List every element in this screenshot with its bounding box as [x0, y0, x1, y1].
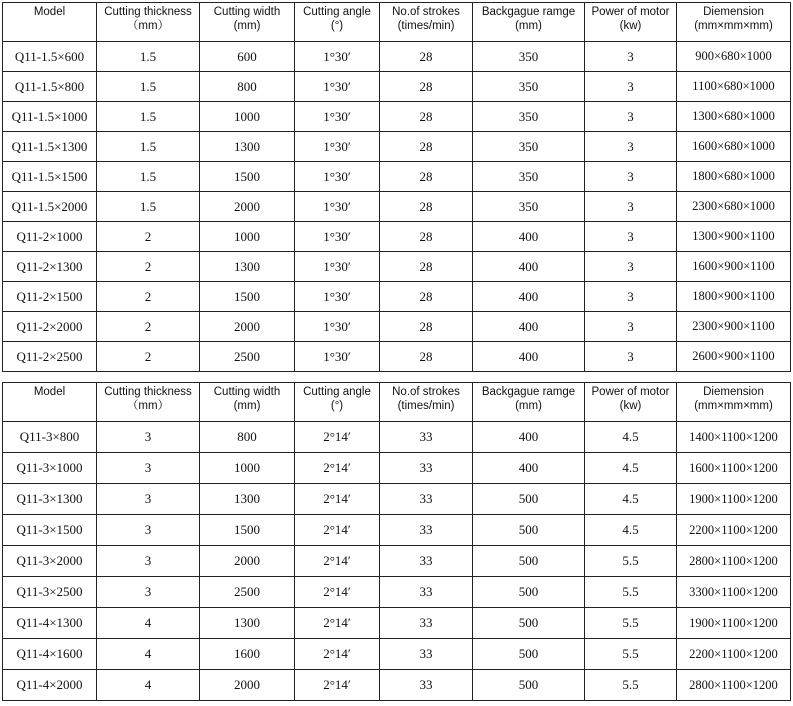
width-cell: 2000 [200, 192, 295, 222]
width-cell: 2000 [200, 670, 295, 701]
header-cutting-angle: Cutting angle (°) [295, 383, 380, 422]
power-cell: 3 [585, 102, 677, 132]
table-row [3, 546, 791, 577]
backgauge-cell: 350 [473, 192, 585, 222]
dimension-cell: 2800×1100×1200 [677, 670, 791, 701]
table-row [3, 222, 791, 252]
table-row [3, 422, 791, 453]
table-row [3, 282, 791, 312]
thickness-cell: 2 [97, 342, 200, 372]
header-model: Model [3, 3, 97, 42]
dimension-cell: 1600×1100×1200 [677, 453, 791, 484]
strokes-cell: 28 [380, 192, 473, 222]
table-row [3, 192, 791, 222]
header-cutting-width: Cutting width (mm) [200, 3, 295, 42]
model-cell: Q11-4×2000 [3, 670, 97, 701]
thickness-cell: 3 [97, 577, 200, 608]
dimension-cell: 1300×900×1100 [677, 222, 791, 252]
model-cell: Q11-3×2000 [3, 546, 97, 577]
backgauge-cell: 350 [473, 162, 585, 192]
angle-cell: 1°30′ [295, 222, 380, 252]
model-cell: Q11-3×1300 [3, 484, 97, 515]
power-cell: 5.5 [585, 608, 677, 639]
width-cell: 1300 [200, 484, 295, 515]
power-cell: 5.5 [585, 670, 677, 701]
table-row [3, 453, 791, 484]
table-row [3, 132, 791, 162]
table-row [3, 515, 791, 546]
model-cell: Q11-4×1300 [3, 608, 97, 639]
thickness-cell: 1.5 [97, 102, 200, 132]
model-cell: Q11-1.5×1500 [3, 162, 97, 192]
thickness-cell: 1.5 [97, 132, 200, 162]
thickness-cell: 3 [97, 546, 200, 577]
backgauge-cell: 500 [473, 577, 585, 608]
dimension-cell: 2200×1100×1200 [677, 515, 791, 546]
thickness-cell: 1.5 [97, 192, 200, 222]
angle-cell: 1°30′ [295, 42, 380, 72]
width-cell: 1000 [200, 453, 295, 484]
strokes-cell: 33 [380, 422, 473, 453]
table-row [3, 670, 791, 701]
model-cell: Q11-2×1500 [3, 282, 97, 312]
model-cell: Q11-4×1600 [3, 639, 97, 670]
dimension-cell: 900×680×1000 [677, 42, 791, 72]
header-backgauge: Backgague ramge (mm) [473, 3, 585, 42]
power-cell: 3 [585, 72, 677, 102]
backgauge-cell: 500 [473, 546, 585, 577]
header-dimension: Diemension (mm×mm×mm) [677, 3, 791, 42]
dimension-cell: 1900×1100×1200 [677, 608, 791, 639]
width-cell: 1500 [200, 282, 295, 312]
model-cell: Q11-3×1000 [3, 453, 97, 484]
thickness-cell: 2 [97, 312, 200, 342]
backgauge-cell: 400 [473, 222, 585, 252]
width-cell: 2500 [200, 577, 295, 608]
width-cell: 1500 [200, 515, 295, 546]
angle-cell: 2°14′ [295, 577, 380, 608]
strokes-cell: 33 [380, 515, 473, 546]
model-cell: Q11-2×2000 [3, 312, 97, 342]
model-cell: Q11-1.5×800 [3, 72, 97, 102]
dimension-cell: 1900×1100×1200 [677, 484, 791, 515]
header-row [3, 383, 791, 422]
width-cell: 1300 [200, 608, 295, 639]
model-cell: Q11-1.5×1000 [3, 102, 97, 132]
angle-cell: 2°14′ [295, 484, 380, 515]
header-dimension: Diemension (mm×mm×mm) [677, 383, 791, 422]
angle-cell: 2°14′ [295, 422, 380, 453]
strokes-cell: 28 [380, 342, 473, 372]
width-cell: 1300 [200, 132, 295, 162]
backgauge-cell: 500 [473, 608, 585, 639]
angle-cell: 2°14′ [295, 453, 380, 484]
angle-cell: 1°30′ [295, 282, 380, 312]
dimension-cell: 1800×900×1100 [677, 282, 791, 312]
width-cell: 800 [200, 422, 295, 453]
thickness-cell: 2 [97, 282, 200, 312]
power-cell: 5.5 [585, 577, 677, 608]
header-row [3, 3, 791, 42]
header-cutting-angle: Cutting angle (°) [295, 3, 380, 42]
angle-cell: 1°30′ [295, 312, 380, 342]
strokes-cell: 28 [380, 252, 473, 282]
backgauge-cell: 500 [473, 639, 585, 670]
angle-cell: 1°30′ [295, 72, 380, 102]
model-cell: Q11-3×1500 [3, 515, 97, 546]
header-cutting-thickness: Cutting thickness （mm） [97, 3, 200, 42]
model-cell: Q11-2×1000 [3, 222, 97, 252]
backgauge-cell: 350 [473, 42, 585, 72]
angle-cell: 1°30′ [295, 342, 380, 372]
angle-cell: 1°30′ [295, 102, 380, 132]
header-strokes: No.of strokes (times/min) [380, 3, 473, 42]
backgauge-cell: 400 [473, 282, 585, 312]
header-motor-power: Power of motor (kw) [585, 3, 677, 42]
dimension-cell: 3300×1100×1200 [677, 577, 791, 608]
model-cell: Q11-2×2500 [3, 342, 97, 372]
strokes-cell: 28 [380, 42, 473, 72]
table-row [3, 252, 791, 282]
table-row [3, 608, 791, 639]
angle-cell: 2°14′ [295, 670, 380, 701]
power-cell: 4.5 [585, 453, 677, 484]
strokes-cell: 28 [380, 132, 473, 162]
thickness-cell: 4 [97, 639, 200, 670]
width-cell: 800 [200, 72, 295, 102]
power-cell: 3 [585, 342, 677, 372]
angle-cell: 1°30′ [295, 192, 380, 222]
model-cell: Q11-3×800 [3, 422, 97, 453]
thickness-cell: 3 [97, 453, 200, 484]
thickness-cell: 1.5 [97, 72, 200, 102]
model-cell: Q11-2×1300 [3, 252, 97, 282]
backgauge-cell: 400 [473, 252, 585, 282]
strokes-cell: 33 [380, 670, 473, 701]
power-cell: 4.5 [585, 515, 677, 546]
dimension-cell: 1800×680×1000 [677, 162, 791, 192]
width-cell: 600 [200, 42, 295, 72]
dimension-cell: 1400×1100×1200 [677, 422, 791, 453]
width-cell: 1000 [200, 102, 295, 132]
angle-cell: 2°14′ [295, 515, 380, 546]
backgauge-cell: 350 [473, 72, 585, 102]
backgauge-cell: 500 [473, 670, 585, 701]
strokes-cell: 33 [380, 608, 473, 639]
power-cell: 5.5 [585, 639, 677, 670]
thickness-cell: 1.5 [97, 42, 200, 72]
thickness-cell: 3 [97, 515, 200, 546]
power-cell: 3 [585, 252, 677, 282]
strokes-cell: 28 [380, 312, 473, 342]
thickness-cell: 4 [97, 608, 200, 639]
backgauge-cell: 400 [473, 342, 585, 372]
power-cell: 5.5 [585, 546, 677, 577]
thickness-cell: 2 [97, 222, 200, 252]
table-row [3, 312, 791, 342]
backgauge-cell: 400 [473, 422, 585, 453]
angle-cell: 1°30′ [295, 252, 380, 282]
dimension-cell: 2300×900×1100 [677, 312, 791, 342]
table-row [3, 577, 791, 608]
power-cell: 3 [585, 312, 677, 342]
header-cutting-width: Cutting width (mm) [200, 383, 295, 422]
width-cell: 2500 [200, 342, 295, 372]
width-cell: 1000 [200, 222, 295, 252]
thickness-cell: 4 [97, 670, 200, 701]
thickness-cell: 1.5 [97, 162, 200, 192]
table-row [3, 42, 791, 72]
strokes-cell: 33 [380, 546, 473, 577]
header-backgauge: Backgague ramge (mm) [473, 383, 585, 422]
header-model: Model [3, 383, 97, 422]
strokes-cell: 28 [380, 222, 473, 252]
angle-cell: 1°30′ [295, 132, 380, 162]
model-cell: Q11-1.5×2000 [3, 192, 97, 222]
width-cell: 1600 [200, 639, 295, 670]
dimension-cell: 2600×900×1100 [677, 342, 791, 372]
dimension-cell: 2200×1100×1200 [677, 639, 791, 670]
strokes-cell: 28 [380, 102, 473, 132]
power-cell: 4.5 [585, 484, 677, 515]
power-cell: 3 [585, 192, 677, 222]
strokes-cell: 33 [380, 484, 473, 515]
width-cell: 2000 [200, 312, 295, 342]
backgauge-cell: 400 [473, 312, 585, 342]
backgauge-cell: 500 [473, 515, 585, 546]
spec-table-2 [2, 382, 791, 701]
spec-table-1 [2, 2, 791, 372]
dimension-cell: 1100×680×1000 [677, 72, 791, 102]
angle-cell: 1°30′ [295, 162, 380, 192]
strokes-cell: 28 [380, 72, 473, 102]
strokes-cell: 33 [380, 577, 473, 608]
power-cell: 3 [585, 282, 677, 312]
header-strokes: No.of strokes (times/min) [380, 383, 473, 422]
strokes-cell: 33 [380, 453, 473, 484]
model-cell: Q11-1.5×600 [3, 42, 97, 72]
thickness-cell: 3 [97, 484, 200, 515]
dimension-cell: 2300×680×1000 [677, 192, 791, 222]
backgauge-cell: 500 [473, 484, 585, 515]
table-row [3, 162, 791, 192]
angle-cell: 2°14′ [295, 639, 380, 670]
thickness-cell: 3 [97, 422, 200, 453]
table-row [3, 72, 791, 102]
header-motor-power: Power of motor (kw) [585, 383, 677, 422]
strokes-cell: 33 [380, 639, 473, 670]
backgauge-cell: 400 [473, 453, 585, 484]
strokes-cell: 28 [380, 162, 473, 192]
power-cell: 3 [585, 162, 677, 192]
power-cell: 3 [585, 222, 677, 252]
header-cutting-thickness: Cutting thickness （mm） [97, 383, 200, 422]
power-cell: 3 [585, 132, 677, 162]
thickness-cell: 2 [97, 252, 200, 282]
angle-cell: 2°14′ [295, 546, 380, 577]
table-row [3, 639, 791, 670]
dimension-cell: 1600×900×1100 [677, 252, 791, 282]
backgauge-cell: 350 [473, 132, 585, 162]
width-cell: 1500 [200, 162, 295, 192]
strokes-cell: 28 [380, 282, 473, 312]
model-cell: Q11-3×2500 [3, 577, 97, 608]
width-cell: 2000 [200, 546, 295, 577]
width-cell: 1300 [200, 252, 295, 282]
power-cell: 4.5 [585, 422, 677, 453]
table-row [3, 342, 791, 372]
backgauge-cell: 350 [473, 102, 585, 132]
table-row [3, 484, 791, 515]
angle-cell: 2°14′ [295, 608, 380, 639]
dimension-cell: 1600×680×1000 [677, 132, 791, 162]
dimension-cell: 1300×680×1000 [677, 102, 791, 132]
power-cell: 3 [585, 42, 677, 72]
dimension-cell: 2800×1100×1200 [677, 546, 791, 577]
table-row [3, 102, 791, 132]
model-cell: Q11-1.5×1300 [3, 132, 97, 162]
